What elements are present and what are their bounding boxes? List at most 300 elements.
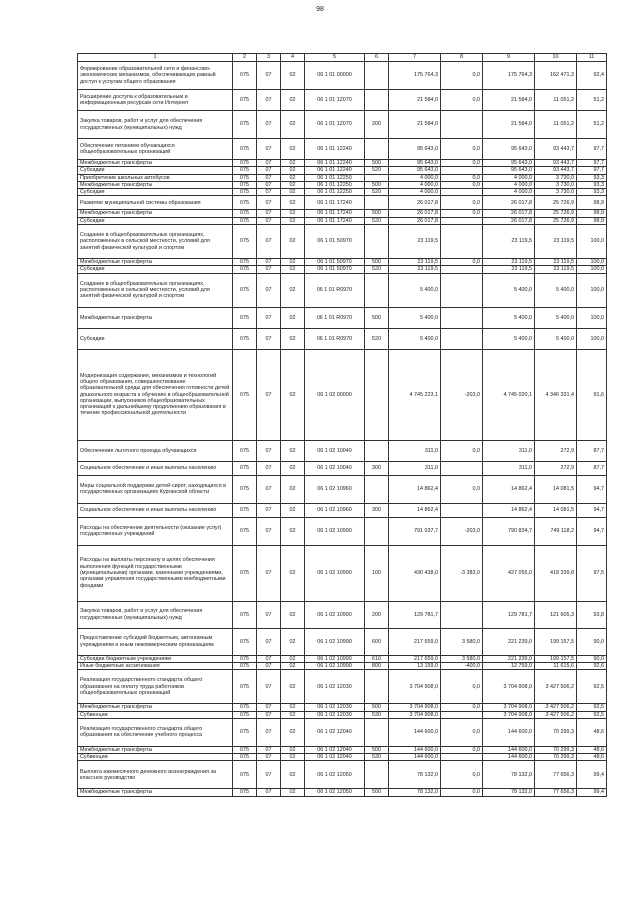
row-expense-type: 200: [365, 111, 389, 139]
row-ministry-code: 075: [233, 503, 257, 517]
row-target-article: 06 1 02 10990: [305, 601, 365, 628]
row-executed-amount: 25 726,9: [535, 196, 577, 210]
row-expense-type: 520: [365, 217, 389, 224]
row-subsection-code: 02: [281, 62, 305, 90]
row-change-amount: [441, 266, 483, 273]
row-refined-amount: 3 704 908,0: [483, 704, 535, 711]
row-approved-amount: 26 017,8: [389, 217, 441, 224]
row-expense-type: 600: [365, 628, 389, 655]
row-description: Развитие муниципальной системы образования: [78, 196, 233, 210]
row-approved-amount: 13 159,0: [389, 662, 441, 669]
row-section-code: 07: [257, 655, 281, 662]
row-change-amount: [441, 711, 483, 718]
row-section-code: 07: [257, 196, 281, 210]
row-expense-type: 520: [365, 189, 389, 196]
row-execution-percent: 93,3: [577, 181, 607, 188]
row-execution-percent: 87,7: [577, 461, 607, 475]
row-description: Субвенции: [78, 754, 233, 761]
row-section-code: 07: [257, 503, 281, 517]
row-change-amount: [441, 601, 483, 628]
row-change-amount: 0,0: [441, 704, 483, 711]
table-row: [78, 545, 607, 601]
row-subsection-code: 02: [281, 160, 305, 167]
row-expense-type: 520: [365, 167, 389, 174]
row-approved-amount: 4 000,0: [389, 174, 441, 181]
row-change-amount: 0,0: [441, 181, 483, 188]
row-expense-type: [365, 440, 389, 461]
row-ministry-code: 075: [233, 440, 257, 461]
row-section-code: 07: [257, 628, 281, 655]
row-description: Модернизация содержания, механизмов и технологий общего образования, совершенствование образовательной среды для обеспечения готовности детей дошкольного возраста к обучению в общеобразовательной организации, выпускников общеобразовательных организаций к дальнейшему продолжению образования в течение профессиональной деятельности: [78, 349, 233, 440]
row-description: Межбюджетные трансферты: [78, 210, 233, 217]
table-row: [78, 259, 607, 266]
table-row: [78, 662, 607, 669]
row-expense-type: [365, 761, 389, 789]
row-target-article: 06 1 02 10990: [305, 517, 365, 545]
row-approved-amount: 21 584,0: [389, 90, 441, 111]
table-row: [78, 711, 607, 718]
row-execution-percent: 94,7: [577, 517, 607, 545]
column-header: 3: [257, 54, 281, 62]
row-executed-amount: 3 427 506,2: [535, 670, 577, 704]
row-executed-amount: 11 615,6: [535, 662, 577, 669]
row-refined-amount: 4 745 020,1: [483, 349, 535, 440]
row-execution-percent: 92,6: [577, 662, 607, 669]
row-section-code: 07: [257, 718, 281, 746]
row-change-amount: 0,0: [441, 210, 483, 217]
row-approved-amount: 4 745 223,1: [389, 349, 441, 440]
row-execution-percent: 92,4: [577, 62, 607, 90]
row-change-amount: 0,0: [441, 90, 483, 111]
row-section-code: 07: [257, 181, 281, 188]
row-expense-type: [365, 225, 389, 259]
row-executed-amount: 5 400,0: [535, 307, 577, 328]
row-approved-amount: 791 037,7: [389, 517, 441, 545]
row-ministry-code: 075: [233, 789, 257, 796]
table-row: [78, 601, 607, 628]
row-execution-percent: 94,7: [577, 475, 607, 503]
row-target-article: 06 1 01 50970: [305, 259, 365, 266]
row-section-code: 07: [257, 601, 281, 628]
row-approved-amount: 311,0: [389, 461, 441, 475]
row-ministry-code: 075: [233, 746, 257, 753]
row-refined-amount: 129 781,7: [483, 601, 535, 628]
row-section-code: 07: [257, 160, 281, 167]
table-header-row: [78, 54, 607, 62]
row-approved-amount: 95 643,0: [389, 160, 441, 167]
row-expense-type: 500: [365, 259, 389, 266]
column-header: 9: [483, 54, 535, 62]
row-refined-amount: 21 584,0: [483, 111, 535, 139]
row-refined-amount: 144 600,0: [483, 718, 535, 746]
row-expense-type: 530: [365, 711, 389, 718]
row-target-article: 06 1 02 00000: [305, 349, 365, 440]
row-executed-amount: 77 656,3: [535, 761, 577, 789]
row-section-code: 07: [257, 266, 281, 273]
table-row: [78, 210, 607, 217]
row-executed-amount: 5 400,0: [535, 328, 577, 349]
row-change-amount: 0,0: [441, 475, 483, 503]
row-executed-amount: 14 081,5: [535, 475, 577, 503]
row-ministry-code: 075: [233, 601, 257, 628]
row-approved-amount: 3 704 908,0: [389, 704, 441, 711]
row-execution-percent: 94,7: [577, 503, 607, 517]
row-approved-amount: 430 438,0: [389, 545, 441, 601]
row-subsection-code: 02: [281, 307, 305, 328]
row-section-code: 07: [257, 90, 281, 111]
row-ministry-code: 075: [233, 704, 257, 711]
table-row: [78, 789, 607, 796]
row-approved-amount: 4 000,0: [389, 189, 441, 196]
table-row: [78, 62, 607, 90]
row-subsection-code: 02: [281, 225, 305, 259]
row-description: Субсидии: [78, 266, 233, 273]
row-description: Межбюджетные трансферты: [78, 789, 233, 796]
row-section-code: 07: [257, 174, 281, 181]
row-description: Социальное обеспечение и иные выплаты населению: [78, 503, 233, 517]
row-target-article: 06 1 02 12040: [305, 718, 365, 746]
row-refined-amount: 3 704 908,0: [483, 711, 535, 718]
row-executed-amount: 3 427 506,2: [535, 711, 577, 718]
row-description: Межбюджетные трансферты: [78, 160, 233, 167]
row-approved-amount: 4 000,0: [389, 181, 441, 188]
row-subsection-code: 02: [281, 90, 305, 111]
row-ministry-code: 075: [233, 139, 257, 160]
row-subsection-code: 02: [281, 601, 305, 628]
row-change-amount: 0,0: [441, 718, 483, 746]
row-subsection-code: 02: [281, 328, 305, 349]
row-description: Реализация государственного стандарта общего образования на обеспечение учебного процесса: [78, 718, 233, 746]
row-refined-amount: 26 017,8: [483, 210, 535, 217]
row-description: Расходы на выплаты персоналу в целях обеспечения выполнения функций государственными (муниципальными) органами, казенными учреждениями, органами управления государственными внебюджетными фондами: [78, 545, 233, 601]
column-header: 5: [305, 54, 365, 62]
row-ministry-code: 075: [233, 266, 257, 273]
row-change-amount: 0,0: [441, 196, 483, 210]
row-execution-percent: 97,7: [577, 167, 607, 174]
row-target-article: 06 1 02 12030: [305, 704, 365, 711]
row-section-code: 07: [257, 662, 281, 669]
row-target-article: 06 1 02 10990: [305, 628, 365, 655]
row-change-amount: 0,0: [441, 746, 483, 753]
row-ministry-code: 075: [233, 273, 257, 307]
row-expense-type: [365, 90, 389, 111]
row-description: Межбюджетные трансферты: [78, 307, 233, 328]
row-subsection-code: 02: [281, 167, 305, 174]
row-refined-amount: 4 000,0: [483, 174, 535, 181]
row-executed-amount: 23 119,5: [535, 266, 577, 273]
row-ministry-code: 075: [233, 328, 257, 349]
row-executed-amount: 272,9: [535, 440, 577, 461]
row-description: Субсидии бюджетным учреждениям: [78, 655, 233, 662]
row-expense-type: [365, 139, 389, 160]
row-executed-amount: 3 427 506,2: [535, 704, 577, 711]
row-expense-type: 500: [365, 210, 389, 217]
row-executed-amount: 14 081,5: [535, 503, 577, 517]
row-refined-amount: 12 759,0: [483, 662, 535, 669]
table-row: [78, 440, 607, 461]
row-executed-amount: 93 443,7: [535, 139, 577, 160]
row-executed-amount: 70 299,3: [535, 754, 577, 761]
row-ministry-code: 075: [233, 754, 257, 761]
row-ministry-code: 075: [233, 167, 257, 174]
row-ministry-code: 075: [233, 196, 257, 210]
row-change-amount: [441, 217, 483, 224]
row-description: Предоставление субсидий бюджетным, автономным учреждениям и иным некоммерческим организациям: [78, 628, 233, 655]
row-refined-amount: 23 119,5: [483, 259, 535, 266]
row-approved-amount: 311,0: [389, 440, 441, 461]
row-refined-amount: 221 239,0: [483, 655, 535, 662]
row-subsection-code: 02: [281, 273, 305, 307]
row-description: Обеспечение питанием обучающихся общеобразовательных организаций: [78, 139, 233, 160]
column-header: 6: [365, 54, 389, 62]
row-refined-amount: 311,0: [483, 440, 535, 461]
row-section-code: 07: [257, 139, 281, 160]
row-ministry-code: 075: [233, 349, 257, 440]
row-target-article: 06 1 02 12050: [305, 789, 365, 796]
row-approved-amount: 95 643,0: [389, 167, 441, 174]
table-row: [78, 754, 607, 761]
row-execution-percent: 98,9: [577, 217, 607, 224]
row-expense-type: [365, 670, 389, 704]
row-refined-amount: 78 132,0: [483, 761, 535, 789]
row-change-amount: [441, 167, 483, 174]
row-target-article: 06 1 02 10960: [305, 503, 365, 517]
row-approved-amount: 3 704 908,0: [389, 711, 441, 718]
row-description: Выплата ежемесячного денежного вознаграждения за классное руководство: [78, 761, 233, 789]
row-description: Иные бюджетные ассигнования: [78, 662, 233, 669]
row-expense-type: 500: [365, 789, 389, 796]
row-description: Обеспечение льготного проезда обучающихся: [78, 440, 233, 461]
row-approved-amount: 26 017,8: [389, 196, 441, 210]
row-description: Субсидии: [78, 217, 233, 224]
table-body: [78, 62, 607, 797]
row-subsection-code: 02: [281, 655, 305, 662]
table-row: [78, 266, 607, 273]
row-subsection-code: 02: [281, 349, 305, 440]
row-ministry-code: 075: [233, 225, 257, 259]
row-change-amount: 0,0: [441, 259, 483, 266]
row-target-article: 06 1 02 10990: [305, 655, 365, 662]
row-target-article: 06 1 02 12030: [305, 670, 365, 704]
row-change-amount: -203,0: [441, 349, 483, 440]
row-executed-amount: 3 730,0: [535, 181, 577, 188]
row-section-code: 07: [257, 307, 281, 328]
column-header: 4: [281, 54, 305, 62]
row-expense-type: [365, 349, 389, 440]
table-row: [78, 475, 607, 503]
table-row: [78, 174, 607, 181]
row-subsection-code: 02: [281, 210, 305, 217]
row-subsection-code: 02: [281, 718, 305, 746]
row-change-amount: [441, 111, 483, 139]
row-subsection-code: 02: [281, 189, 305, 196]
row-description: Межбюджетные трансферты: [78, 746, 233, 753]
row-expense-type: [365, 273, 389, 307]
column-header: 8: [441, 54, 483, 62]
row-approved-amount: 144 600,0: [389, 746, 441, 753]
row-approved-amount: 129 781,7: [389, 601, 441, 628]
row-expense-type: 500: [365, 704, 389, 711]
table-row: [78, 167, 607, 174]
row-subsection-code: 02: [281, 503, 305, 517]
row-executed-amount: 23 119,5: [535, 259, 577, 266]
row-section-code: 07: [257, 189, 281, 196]
row-change-amount: -203,0: [441, 517, 483, 545]
row-change-amount: [441, 328, 483, 349]
row-target-article: 06 1 01 00000: [305, 62, 365, 90]
row-executed-amount: 121 605,3: [535, 601, 577, 628]
row-execution-percent: 90,0: [577, 628, 607, 655]
row-execution-percent: 93,3: [577, 174, 607, 181]
row-subsection-code: 02: [281, 754, 305, 761]
row-target-article: 06 1 02 10040: [305, 461, 365, 475]
row-refined-amount: 95 643,0: [483, 139, 535, 160]
row-description: Реализация государственного стандарта общего образования на оплату труда работников общеобразовательных организаций: [78, 670, 233, 704]
row-ministry-code: 075: [233, 181, 257, 188]
row-subsection-code: 02: [281, 217, 305, 224]
row-subsection-code: 02: [281, 440, 305, 461]
row-target-article: 06 1 02 10960: [305, 475, 365, 503]
row-refined-amount: 26 017,8: [483, 217, 535, 224]
table-row: [78, 628, 607, 655]
row-approved-amount: 217 659,0: [389, 628, 441, 655]
row-approved-amount: 78 132,0: [389, 789, 441, 796]
row-subsection-code: 02: [281, 266, 305, 273]
row-executed-amount: 199 157,5: [535, 655, 577, 662]
row-description: Меры социальной поддержки детей-сирот, находящихся в государственных организациях Курганской области: [78, 475, 233, 503]
row-execution-percent: 93,8: [577, 601, 607, 628]
row-execution-percent: 100,0: [577, 328, 607, 349]
row-execution-percent: 99,4: [577, 789, 607, 796]
row-change-amount: 3 580,0: [441, 655, 483, 662]
row-execution-percent: 100,0: [577, 225, 607, 259]
row-section-code: 07: [257, 62, 281, 90]
row-execution-percent: 92,5: [577, 704, 607, 711]
row-subsection-code: 02: [281, 111, 305, 139]
row-target-article: 06 1 01 12250: [305, 181, 365, 188]
column-header: 7: [389, 54, 441, 62]
row-executed-amount: 25 726,9: [535, 210, 577, 217]
row-ministry-code: 075: [233, 662, 257, 669]
table-row: [78, 111, 607, 139]
row-change-amount: 0,0: [441, 160, 483, 167]
row-change-amount: [441, 307, 483, 328]
row-section-code: 07: [257, 517, 281, 545]
table-row: [78, 328, 607, 349]
row-target-article: 06 1 01 12070: [305, 111, 365, 139]
row-executed-amount: 3 730,0: [535, 189, 577, 196]
row-section-code: 07: [257, 225, 281, 259]
row-description: Субсидии: [78, 167, 233, 174]
row-target-article: 06 1 01 R0970: [305, 307, 365, 328]
row-expense-type: [365, 62, 389, 90]
row-ministry-code: 075: [233, 111, 257, 139]
row-refined-amount: 5 400,0: [483, 273, 535, 307]
row-executed-amount: 11 051,2: [535, 90, 577, 111]
row-target-article: 06 1 02 12030: [305, 711, 365, 718]
row-section-code: 07: [257, 670, 281, 704]
row-refined-amount: 144 600,0: [483, 746, 535, 753]
row-description: Межбюджетные трансферты: [78, 181, 233, 188]
row-subsection-code: 02: [281, 746, 305, 753]
row-description: Субвенции: [78, 711, 233, 718]
row-section-code: 07: [257, 754, 281, 761]
row-target-article: 06 1 01 12240: [305, 139, 365, 160]
row-refined-amount: 23 119,5: [483, 225, 535, 259]
row-refined-amount: 4 000,0: [483, 181, 535, 188]
row-target-article: 06 1 02 10040: [305, 440, 365, 461]
row-subsection-code: 02: [281, 670, 305, 704]
row-section-code: 07: [257, 273, 281, 307]
row-refined-amount: 14 862,4: [483, 503, 535, 517]
row-approved-amount: 14 862,4: [389, 475, 441, 503]
row-expense-type: 100: [365, 545, 389, 601]
row-section-code: 07: [257, 761, 281, 789]
page-number: 98: [316, 6, 324, 13]
row-expense-type: 520: [365, 266, 389, 273]
row-executed-amount: 23 119,5: [535, 225, 577, 259]
row-subsection-code: 02: [281, 517, 305, 545]
row-target-article: 06 1 02 10990: [305, 545, 365, 601]
row-ministry-code: 075: [233, 545, 257, 601]
row-ministry-code: 075: [233, 670, 257, 704]
row-execution-percent: 100,0: [577, 273, 607, 307]
row-description: Создание в общеобразовательных организациях, расположенных в сельской местности, условий для занятий физической культурой и спортом: [78, 225, 233, 259]
row-change-amount: 0,0: [441, 440, 483, 461]
row-subsection-code: 02: [281, 704, 305, 711]
row-section-code: 07: [257, 789, 281, 796]
row-ministry-code: 075: [233, 90, 257, 111]
row-subsection-code: 02: [281, 196, 305, 210]
table-row: [78, 90, 607, 111]
row-expense-type: 500: [365, 307, 389, 328]
row-executed-amount: 25 726,9: [535, 217, 577, 224]
row-ministry-code: 075: [233, 259, 257, 266]
row-section-code: 07: [257, 440, 281, 461]
row-section-code: 07: [257, 746, 281, 753]
row-refined-amount: 95 643,0: [483, 167, 535, 174]
row-ministry-code: 075: [233, 62, 257, 90]
table-row: [78, 655, 607, 662]
row-subsection-code: 02: [281, 662, 305, 669]
row-expense-type: 300: [365, 503, 389, 517]
row-expense-type: [365, 196, 389, 210]
row-approved-amount: 144 600,0: [389, 718, 441, 746]
row-section-code: 07: [257, 711, 281, 718]
row-target-article: 06 1 01 R0970: [305, 273, 365, 307]
row-refined-amount: 144 600,0: [483, 754, 535, 761]
row-ministry-code: 075: [233, 628, 257, 655]
row-target-article: 06 1 01 50970: [305, 266, 365, 273]
row-approved-amount: 26 017,8: [389, 210, 441, 217]
row-executed-amount: 418 339,8: [535, 545, 577, 601]
row-execution-percent: 48,6: [577, 718, 607, 746]
row-section-code: 07: [257, 210, 281, 217]
row-change-amount: 3 580,0: [441, 628, 483, 655]
row-refined-amount: 4 000,0: [483, 189, 535, 196]
row-approved-amount: 144 600,0: [389, 754, 441, 761]
row-execution-percent: 90,0: [577, 655, 607, 662]
row-subsection-code: 02: [281, 461, 305, 475]
row-executed-amount: 93 443,7: [535, 160, 577, 167]
row-approved-amount: 5 400,0: [389, 307, 441, 328]
row-ministry-code: 075: [233, 189, 257, 196]
table-row: [78, 189, 607, 196]
row-expense-type: [365, 174, 389, 181]
row-ministry-code: 075: [233, 655, 257, 662]
row-target-article: 06 1 01 17240: [305, 196, 365, 210]
row-ministry-code: 075: [233, 711, 257, 718]
